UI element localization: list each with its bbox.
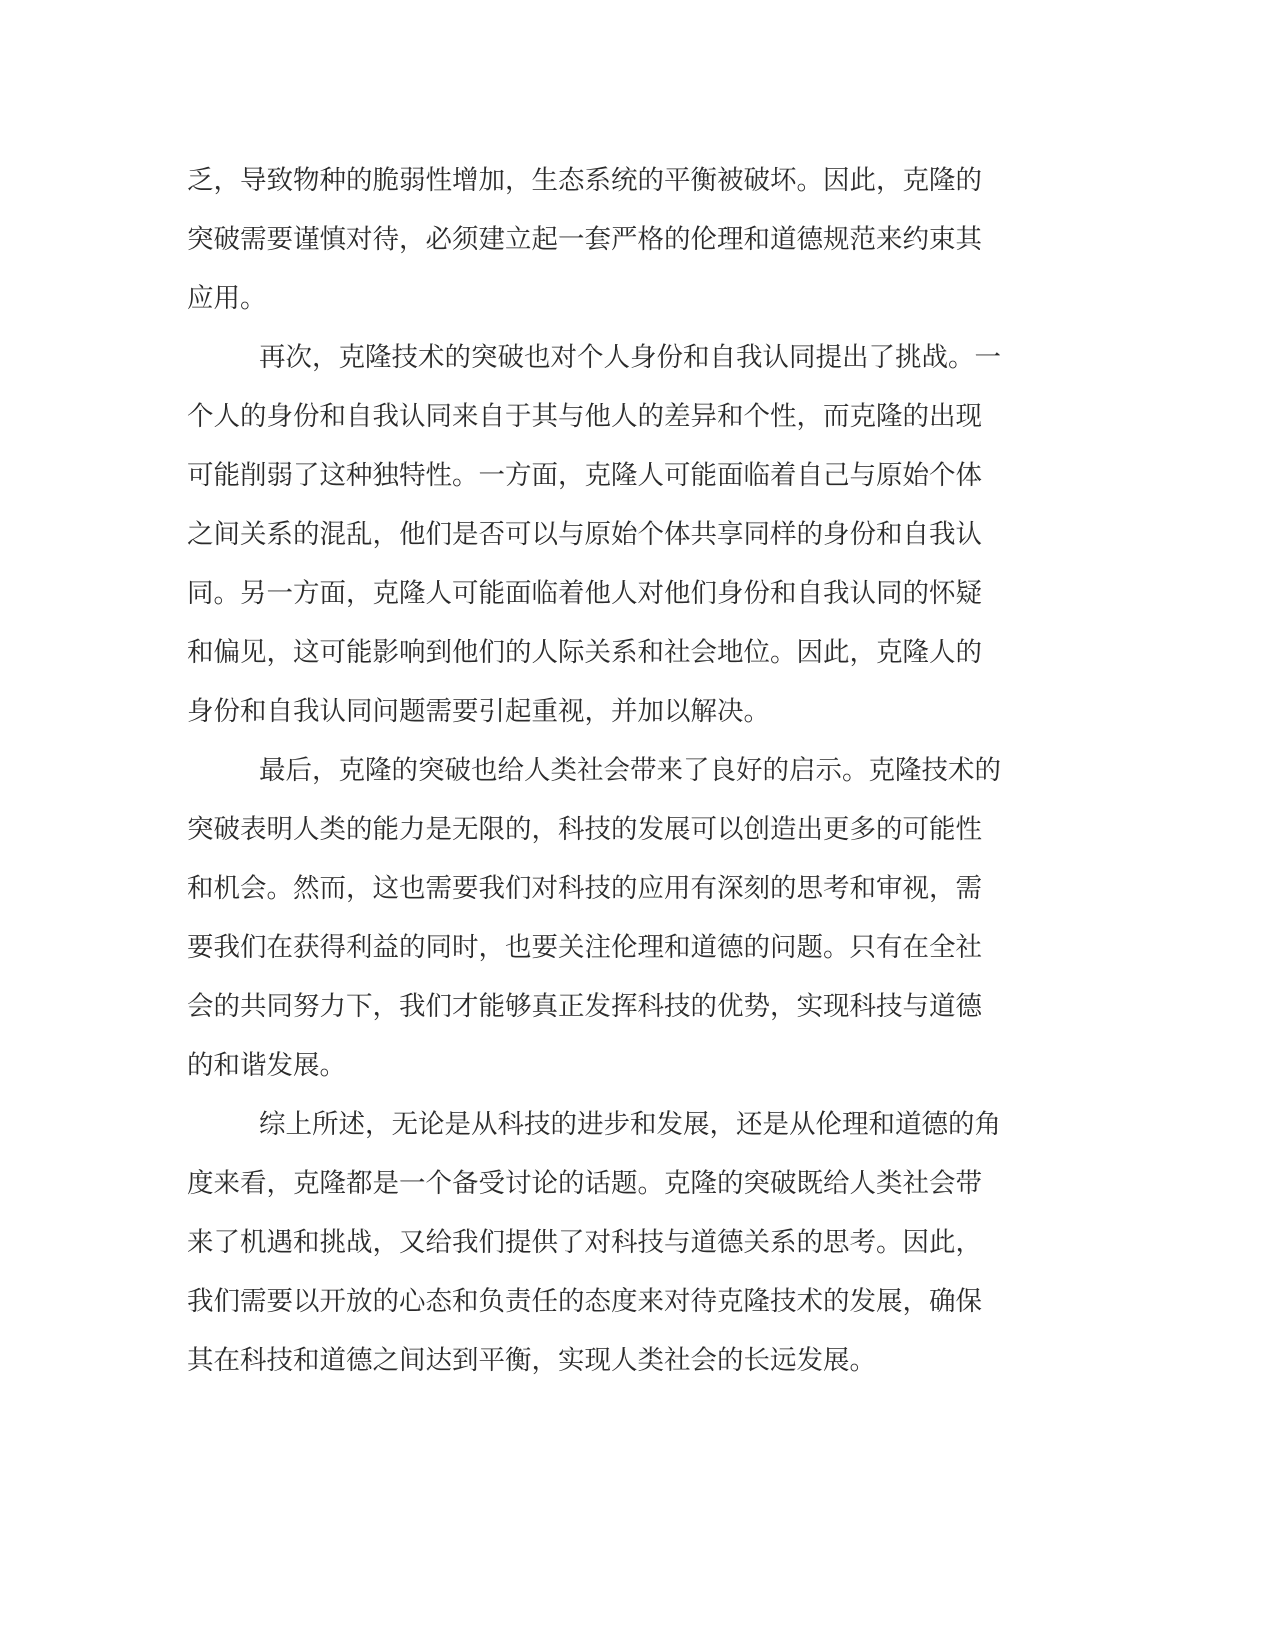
text-line: 应用。 — [187, 283, 267, 314]
text-line: 之间关系的混乱，他们是否可以与原始个体共享同样的身份和自我认 — [187, 519, 982, 550]
paragraph-first-line: 最后，克隆的突破也给人类社会带来了良好的启示。克隆技术的 — [259, 755, 1001, 786]
text-line: 身份和自我认同问题需要引起重视，并加以解决。 — [187, 696, 770, 727]
paragraph-first-line: 综上所述，无论是从科技的进步和发展，还是从伦理和道德的角 — [259, 1109, 1001, 1140]
text-line: 来了机遇和挑战，又给我们提供了对科技与道德关系的思考。因此， — [187, 1227, 982, 1258]
text-line: 会的共同努力下，我们才能够真正发挥科技的优势，实现科技与道德 — [187, 991, 982, 1022]
text-line: 突破表明人类的能力是无限的，科技的发展可以创造出更多的可能性 — [187, 814, 982, 845]
text-line: 的和谐发展。 — [187, 1050, 346, 1081]
text-line: 突破需要谨慎对待，必须建立起一套严格的伦理和道德规范来约束其 — [187, 224, 982, 255]
text-line: 要我们在获得利益的同时，也要关注伦理和道德的问题。只有在全社 — [187, 932, 982, 963]
text-line: 我们需要以开放的心态和负责任的态度来对待克隆技术的发展，确保 — [187, 1286, 982, 1317]
text-line: 个人的身份和自我认同来自于其与他人的差异和个性，而克隆的出现 — [187, 401, 982, 432]
text-line: 其在科技和道德之间达到平衡，实现人类社会的长远发展。 — [187, 1345, 876, 1376]
text-line: 和机会。然而，这也需要我们对科技的应用有深刻的思考和审视，需 — [187, 873, 982, 904]
paragraph-first-line: 再次，克隆技术的突破也对个人身份和自我认同提出了挑战。一 — [259, 342, 1001, 373]
text-line: 乏，导致物种的脆弱性增加，生态系统的平衡被破坏。因此，克隆的 — [187, 165, 982, 196]
text-line: 同。另一方面，克隆人可能面临着他人对他们身份和自我认同的怀疑 — [187, 578, 982, 609]
text-line: 度来看，克隆都是一个备受讨论的话题。克隆的突破既给人类社会带 — [187, 1168, 982, 1199]
text-line: 和偏见，这可能影响到他们的人际关系和社会地位。因此，克隆人的 — [187, 637, 982, 668]
text-line: 可能削弱了这种独特性。一方面，克隆人可能面临着自己与原始个体 — [187, 460, 982, 491]
